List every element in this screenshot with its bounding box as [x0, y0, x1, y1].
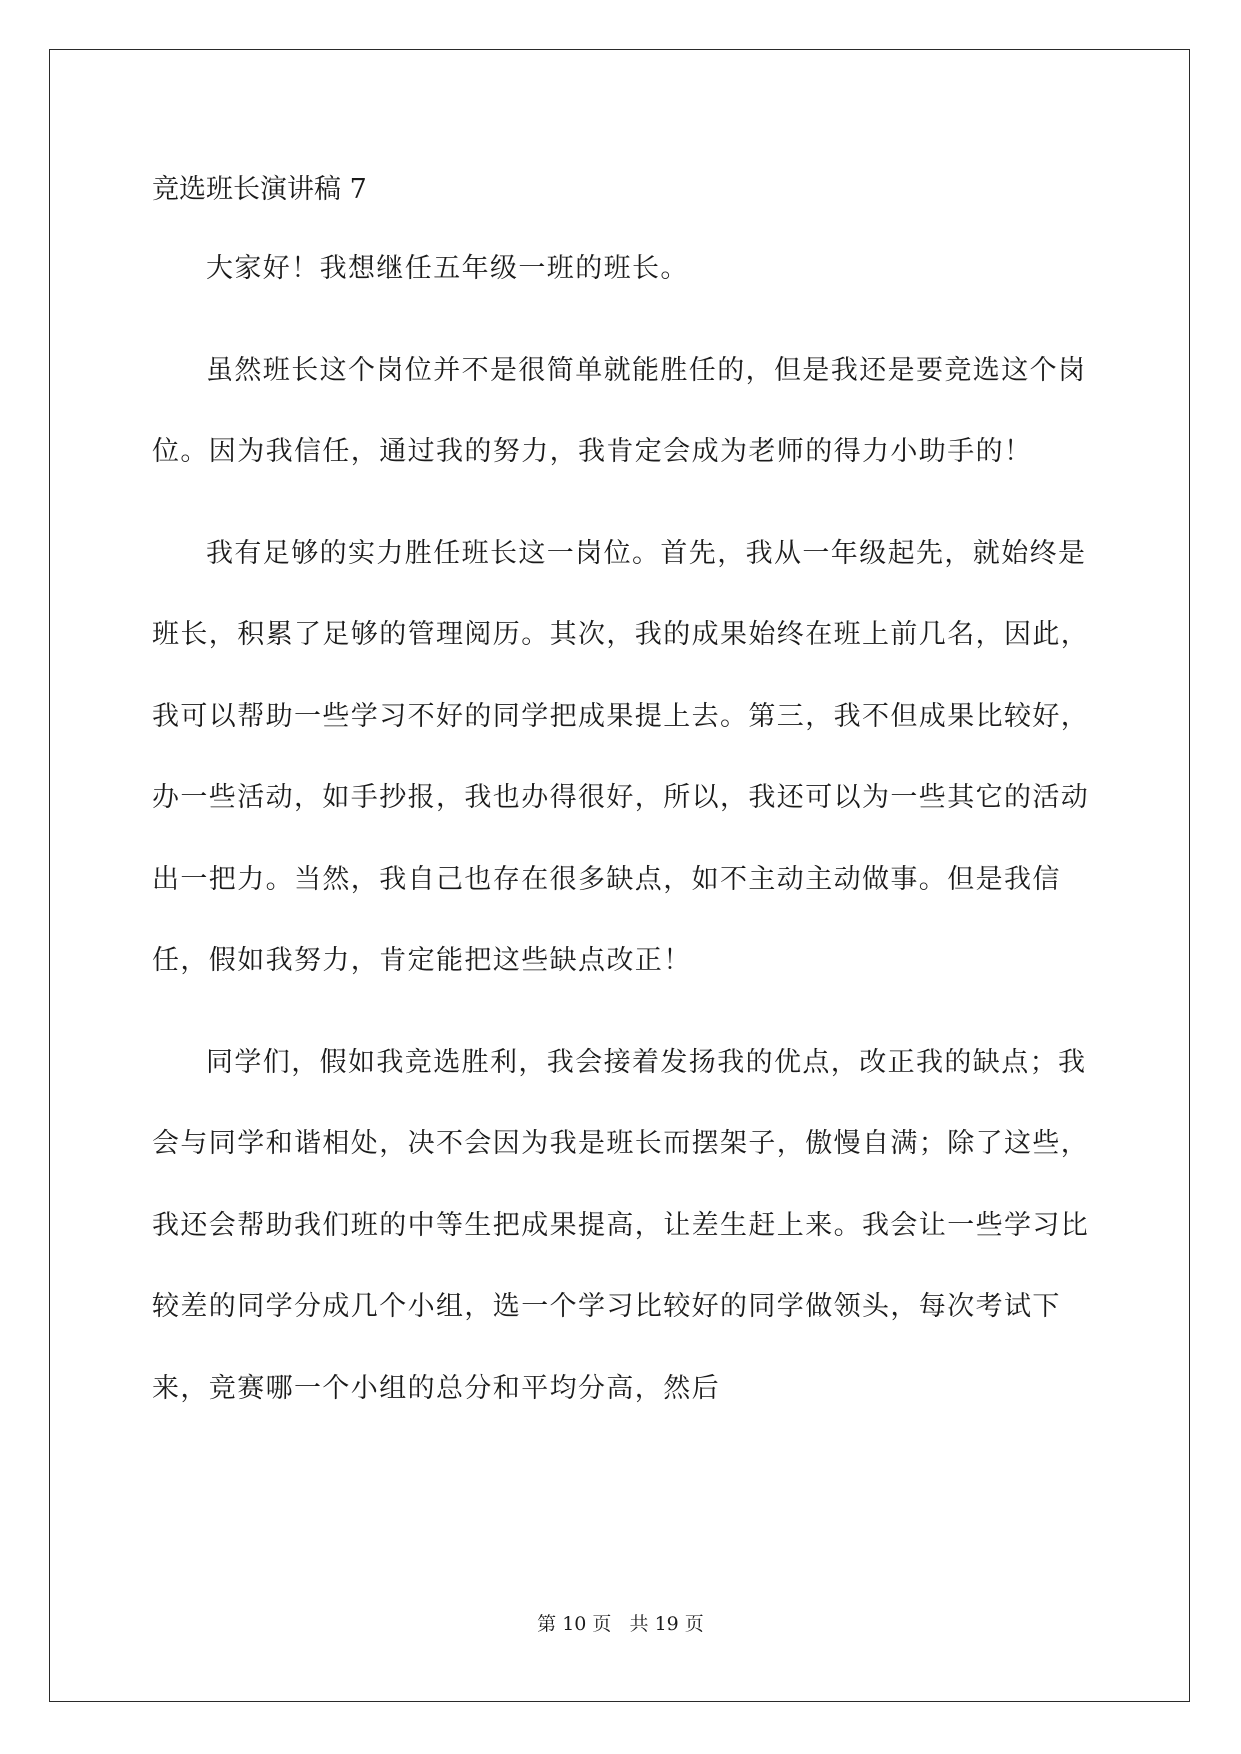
paragraph-qualifications: 我有足够的实力胜任班长这一岗位。首先，我从一年级起先，就始终是班长，积累了足够的管理阅历。其次，我的成果始终在班上前几名，因此，我可以帮助一些学习不好的同学把成果提上去。第三，我不但成果比较好，办一些活动，如手抄报，我也办得很好，所以，我还可以为一些其它的活动出一把力。当然，我自己也存在很多缺点，如不主动主动做事。但是我信任，假如我努力，肯定能把这些缺点改正！ [152, 537, 1090, 976]
paragraph-promises: 同学们，假如我竞选胜利，我会接着发扬我的优点，改正我的缺点；我会与同学和谐相处，决不会因为我是班长而摆架子，傲慢自满；除了这些，我还会帮助我们班的中等生把成果提高，让差生赶上来。我会让一些学习比较差的同学分成几个小组，选一个学习比较好的同学做领头，每次考试下来，竞赛哪一个小组的总分和平均分高，然后 [152, 1046, 1090, 1404]
document-title: 竞选班长演讲稿 7 [152, 174, 367, 205]
document-body [152, 163, 1092, 1429]
page-number-footer: 第 10 页 共 19 页 [537, 1613, 704, 1635]
paragraph-intent: 虽然班长这个岗位并不是很简单就能胜任的，但是我还是要竞选这个岗位。因为我信任，通过我的努力，我肯定会成为老师的得力小助手的！ [152, 354, 1087, 467]
paragraph-greeting: 大家好！我想继任五年级一班的班长。 [206, 253, 689, 284]
